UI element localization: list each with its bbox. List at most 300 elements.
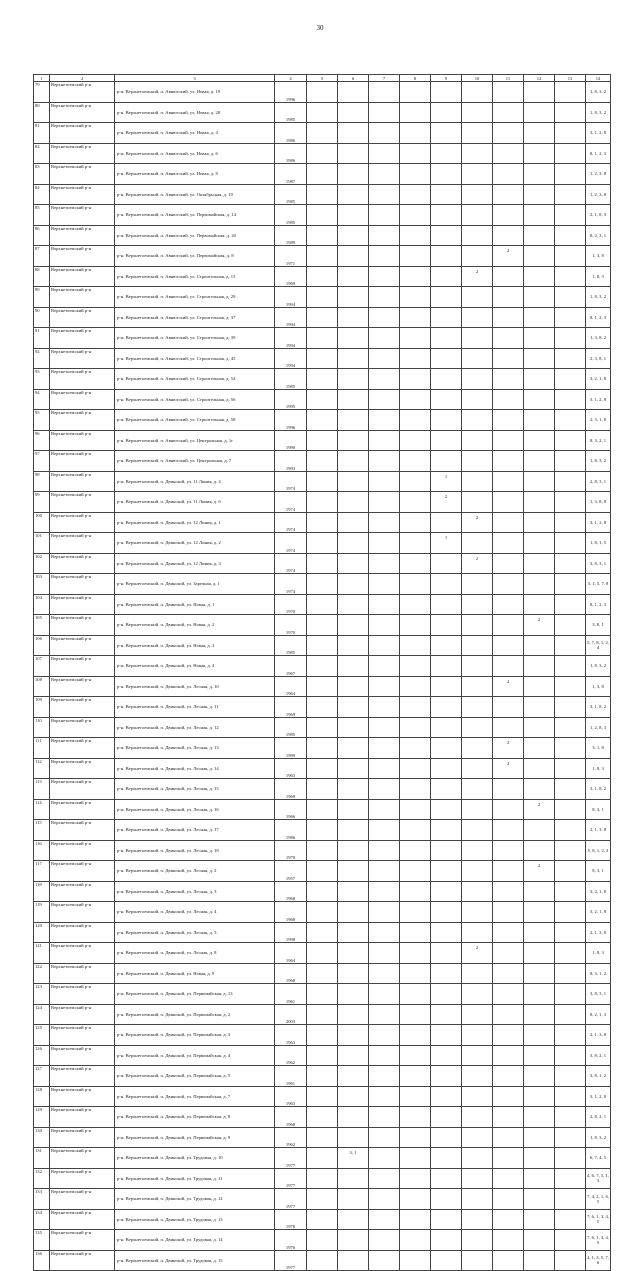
row-number-cell: 119 (34, 902, 50, 923)
column-10-cell (462, 1148, 493, 1169)
column-12-cell (524, 82, 555, 103)
row-number-cell: 128 (34, 1086, 50, 1107)
code-cell: 7, 6, 1, 3, 4, 5 (586, 1230, 611, 1251)
column-12-cell (524, 389, 555, 410)
table-row (34, 881, 611, 902)
column-11-cell (493, 471, 524, 492)
column-5-cell (307, 1168, 338, 1189)
row-number-cell: 132 (34, 1168, 50, 1189)
column-10-cell: 2 (462, 553, 493, 574)
code-cell: 3, 8, 3, 1 (586, 553, 611, 574)
year-cell: 1961 (275, 1066, 307, 1087)
column-10-cell (462, 881, 493, 902)
column-13-cell (555, 82, 586, 103)
column-13-cell (555, 615, 586, 636)
column-8-cell (400, 656, 431, 677)
year-cell: 1974 (275, 512, 307, 533)
code-cell: 8, 3, 1 (586, 861, 611, 882)
column-8-cell (400, 697, 431, 718)
column-12-cell (524, 676, 555, 697)
row-number-cell: 87 (34, 246, 50, 267)
column-8-cell (400, 594, 431, 615)
column-9-cell (431, 1230, 462, 1251)
column-10-cell (462, 922, 493, 943)
column-8-cell (400, 1045, 431, 1066)
row-number-cell: 111 (34, 738, 50, 759)
column-6-cell (338, 615, 369, 636)
column-6-cell (338, 963, 369, 984)
address-cell: р-н. Верхнетоемский, п. Двинской, ул. Лесная, д. 11 (115, 697, 275, 718)
row-number-cell: 129 (34, 1107, 50, 1128)
column-7-cell (369, 881, 400, 902)
column-7-cell (369, 451, 400, 472)
district-cell: Верхнетоемский р-н (50, 328, 115, 349)
table-header-row (34, 75, 611, 82)
column-11-cell (493, 82, 524, 103)
column-10-cell (462, 369, 493, 390)
column-12-cell (524, 102, 555, 123)
column-5-cell (307, 266, 338, 287)
column-6-cell (338, 758, 369, 779)
row-number-cell: 126 (34, 1045, 50, 1066)
year-cell: 1985 (275, 205, 307, 226)
column-9-cell (431, 881, 462, 902)
year-cell: 1985 (275, 635, 307, 656)
column-11-cell (493, 1107, 524, 1128)
column-11-cell (493, 1045, 524, 1066)
column-header: 10 (462, 75, 493, 82)
table-row (34, 184, 611, 205)
column-13-cell (555, 1189, 586, 1210)
address-cell: р-н. Верхнетоемский, п. Двинской, ул. Лесная, д. 17 (115, 820, 275, 841)
district-cell: Верхнетоемский р-н (50, 1127, 115, 1148)
row-number-cell: 116 (34, 840, 50, 861)
table-row (34, 1148, 611, 1169)
district-cell: Верхнетоемский р-н (50, 102, 115, 123)
column-11-cell (493, 840, 524, 861)
row-number-cell: 106 (34, 635, 50, 656)
column-7-cell (369, 123, 400, 144)
table-row (34, 840, 611, 861)
year-cell: 1990 (275, 430, 307, 451)
address-cell: р-н. Верхнетоемский, п. Двинской, ул. Новая, д. 2 (115, 615, 275, 636)
code-cell: 1, 8, 3, 2 (586, 656, 611, 677)
year-cell: 1977 (275, 1148, 307, 1169)
year-cell: 1999 (275, 738, 307, 759)
district-cell: Верхнетоемский р-н (50, 205, 115, 226)
column-6-cell (338, 389, 369, 410)
year-cell: 1968 (275, 902, 307, 923)
column-12-cell (524, 184, 555, 205)
column-13-cell (555, 451, 586, 472)
table-row (34, 820, 611, 841)
district-cell: Верхнетоемский р-н (50, 1004, 115, 1025)
column-9-cell (431, 369, 462, 390)
column-8-cell (400, 164, 431, 185)
column-13-cell (555, 246, 586, 267)
column-8-cell (400, 615, 431, 636)
year-cell: 1969 (275, 697, 307, 718)
table-row (34, 574, 611, 595)
row-number-cell: 100 (34, 512, 50, 533)
district-cell: Верхнетоемский р-н (50, 1066, 115, 1087)
column-7-cell (369, 1066, 400, 1087)
column-7-cell (369, 492, 400, 513)
address-cell: р-н. Верхнетоемский, п. Двинской, ул. Трудовая, д. 11 (115, 1168, 275, 1189)
column-10-cell (462, 1086, 493, 1107)
column-10-cell (462, 471, 493, 492)
column-5-cell (307, 1004, 338, 1025)
column-7-cell (369, 1230, 400, 1251)
table-row (34, 348, 611, 369)
column-12-cell (524, 717, 555, 738)
column-6-cell (338, 492, 369, 513)
column-6-cell (338, 943, 369, 964)
year-cell: 1962 (275, 1127, 307, 1148)
column-7-cell (369, 553, 400, 574)
table-row (34, 143, 611, 164)
code-cell: 3, 2, 1, 8 (586, 369, 611, 390)
year-cell: 1974 (275, 574, 307, 595)
column-10-cell (462, 984, 493, 1005)
address-cell: р-н. Верхнетоемский, п. Двинской, ул. Лесная, д. 12 (115, 717, 275, 738)
district-cell: Верхнетоемский р-н (50, 881, 115, 902)
column-5-cell (307, 1230, 338, 1251)
column-11-cell (493, 123, 524, 144)
column-12-cell (524, 1148, 555, 1169)
column-6-cell (338, 369, 369, 390)
column-6-cell (338, 594, 369, 615)
column-6-cell (338, 799, 369, 820)
column-13-cell (555, 635, 586, 656)
column-6-cell (338, 881, 369, 902)
column-8-cell (400, 246, 431, 267)
column-6-cell (338, 1086, 369, 1107)
column-13-cell (555, 861, 586, 882)
code-cell: 3, 1, 8, 2 (586, 779, 611, 800)
column-6-cell (338, 102, 369, 123)
column-8-cell (400, 717, 431, 738)
column-10-cell (462, 697, 493, 718)
column-9-cell (431, 348, 462, 369)
column-7-cell (369, 410, 400, 431)
column-6-cell (338, 984, 369, 1005)
column-7-cell (369, 348, 400, 369)
column-8-cell (400, 861, 431, 882)
column-7-cell (369, 1004, 400, 1025)
code-cell: 7, 6, 1, 3, 4, 5 (586, 1209, 611, 1230)
column-7-cell (369, 1189, 400, 1210)
row-number-cell: 103 (34, 574, 50, 595)
district-cell: Верхнетоемский р-н (50, 1107, 115, 1128)
column-6-cell (338, 1168, 369, 1189)
column-10-cell (462, 758, 493, 779)
column-7-cell (369, 840, 400, 861)
column-8-cell (400, 512, 431, 533)
row-number-cell: 124 (34, 1004, 50, 1025)
column-10-cell (462, 799, 493, 820)
column-7-cell (369, 307, 400, 328)
column-12-cell (524, 1086, 555, 1107)
column-13-cell (555, 922, 586, 943)
column-6-cell (338, 410, 369, 431)
year-cell: 1977 (275, 1189, 307, 1210)
column-13-cell (555, 984, 586, 1005)
row-number-cell: 102 (34, 553, 50, 574)
column-12-cell: 2 (524, 861, 555, 882)
column-9-cell (431, 102, 462, 123)
year-cell: 1963 (275, 1025, 307, 1046)
column-13-cell (555, 512, 586, 533)
column-8-cell (400, 451, 431, 472)
address-cell: р-н. Верхнетоемский, п. Двинской, ул. Лесная, д. 5 (115, 922, 275, 943)
column-5-cell (307, 779, 338, 800)
column-10-cell (462, 615, 493, 636)
column-13-cell (555, 1045, 586, 1066)
column-7-cell (369, 430, 400, 451)
row-number-cell: 104 (34, 594, 50, 615)
column-9-cell (431, 1148, 462, 1169)
column-8-cell (400, 82, 431, 103)
table-body (34, 82, 611, 1271)
row-number-cell: 83 (34, 164, 50, 185)
row-number-cell: 110 (34, 717, 50, 738)
column-6-cell (338, 348, 369, 369)
district-cell: Верхнетоемский р-н (50, 1045, 115, 1066)
row-number-cell: 135 (34, 1230, 50, 1251)
column-7-cell (369, 676, 400, 697)
address-cell: р-н. Верхнетоемский, п. Двинской, ул. Первомайская, д. 4 (115, 1045, 275, 1066)
column-8-cell (400, 1004, 431, 1025)
column-10-cell (462, 1127, 493, 1148)
column-11-cell: 2 (493, 758, 524, 779)
year-cell: 1970 (275, 615, 307, 636)
table-row (34, 1107, 611, 1128)
column-5-cell (307, 963, 338, 984)
code-cell: 3, 1, 2, 8 (586, 123, 611, 144)
column-9-cell (431, 840, 462, 861)
code-cell: 1, 2, 3, 8 (586, 164, 611, 185)
column-6-cell (338, 328, 369, 349)
column-5-cell (307, 205, 338, 226)
column-11-cell (493, 984, 524, 1005)
column-13-cell (555, 963, 586, 984)
address-cell: р-н. Верхнетоемский, п. Двинской, ул. Заречная, д. 1 (115, 574, 275, 595)
address-cell: р-н. Верхнетоемский, п. Авнюгский, ул. Строительная, д. 54 (115, 369, 275, 390)
column-13-cell (555, 1209, 586, 1230)
column-9-cell (431, 820, 462, 841)
address-cell: р-н. Верхнетоемский, п. Двинской, ул. Трудовая, д. 10 (115, 1148, 275, 1169)
code-cell: 3, 1, 8 (586, 738, 611, 759)
column-11-cell (493, 594, 524, 615)
column-7-cell (369, 287, 400, 308)
row-number-cell: 127 (34, 1066, 50, 1087)
address-cell: р-н. Верхнетоемский, п. Авнюгский, ул. Первомайская, д. 20 (115, 225, 275, 246)
column-9-cell (431, 143, 462, 164)
code-cell: 3, 1, 2, 8 (586, 1086, 611, 1107)
column-8-cell (400, 1086, 431, 1107)
column-13-cell (555, 471, 586, 492)
district-cell: Верхнетоемский р-н (50, 656, 115, 677)
column-11-cell (493, 205, 524, 226)
column-7-cell (369, 1045, 400, 1066)
column-10-cell (462, 1045, 493, 1066)
column-13-cell (555, 1086, 586, 1107)
district-cell: Верхнетоемский р-н (50, 1189, 115, 1210)
row-number-cell: 117 (34, 861, 50, 882)
district-cell: Верхнетоемский р-н (50, 1025, 115, 1046)
table-row (34, 594, 611, 615)
column-6-cell (338, 471, 369, 492)
code-cell: 1, 8, 3, 2 (586, 82, 611, 103)
column-9-cell (431, 389, 462, 410)
row-number-cell: 94 (34, 389, 50, 410)
code-cell: 3, 2, 1, 8 (586, 902, 611, 923)
year-cell: 1963 (275, 758, 307, 779)
column-9-cell (431, 779, 462, 800)
code-cell: 6, 7, 4, 5 (586, 1148, 611, 1169)
year-cell: 1964 (275, 676, 307, 697)
code-cell: 8, 3, 2, 1 (586, 430, 611, 451)
column-9-cell (431, 430, 462, 451)
column-11-cell (493, 553, 524, 574)
code-cell: 2, 8, 2, 1 (586, 1107, 611, 1128)
district-cell: Верхнетоемский р-н (50, 676, 115, 697)
address-cell: р-н. Верхнетоемский, п. Двинской, ул. Новая, д. 4 (115, 656, 275, 677)
district-cell: Верхнетоемский р-н (50, 164, 115, 185)
column-10-cell: 2 (462, 512, 493, 533)
column-8-cell (400, 205, 431, 226)
column-13-cell (555, 697, 586, 718)
table-row (34, 963, 611, 984)
column-8-cell (400, 492, 431, 513)
address-cell: р-н. Верхнетоемский, п. Двинской, ул. 12 Линия, д. 3 (115, 553, 275, 574)
table-row (34, 1086, 611, 1107)
year-cell: 1974 (275, 492, 307, 513)
row-number-cell: 86 (34, 225, 50, 246)
column-10-cell (462, 676, 493, 697)
column-9-cell (431, 1004, 462, 1025)
column-7-cell (369, 922, 400, 943)
column-10-cell (462, 410, 493, 431)
row-number-cell: 92 (34, 348, 50, 369)
column-5-cell (307, 1189, 338, 1210)
row-number-cell: 97 (34, 451, 50, 472)
column-5-cell (307, 287, 338, 308)
district-cell: Верхнетоемский р-н (50, 779, 115, 800)
column-9-cell (431, 574, 462, 595)
column-6-cell (338, 1250, 369, 1271)
column-6-cell (338, 820, 369, 841)
column-6-cell (338, 1066, 369, 1087)
column-11-cell (493, 102, 524, 123)
column-10-cell (462, 574, 493, 595)
column-5-cell (307, 861, 338, 882)
address-cell: р-н. Верхнетоемский, п. Двинской, ул. Трудовая, д. 13 (115, 1209, 275, 1230)
column-5-cell (307, 1127, 338, 1148)
column-8-cell (400, 922, 431, 943)
column-12-cell (524, 1168, 555, 1189)
column-12-cell (524, 1045, 555, 1066)
year-cell: 1968 (275, 963, 307, 984)
district-cell: Верхнетоемский р-н (50, 594, 115, 615)
column-7-cell (369, 1250, 400, 1271)
column-11-cell (493, 307, 524, 328)
column-11-cell (493, 963, 524, 984)
column-7-cell (369, 594, 400, 615)
column-12-cell (524, 512, 555, 533)
code-cell: 3, 1, 2, 8 (586, 512, 611, 533)
column-9-cell (431, 717, 462, 738)
year-cell: 1977 (275, 1168, 307, 1189)
column-13-cell (555, 758, 586, 779)
address-cell: р-н. Верхнетоемский, п. Двинской, ул. Лесная, д. 10 (115, 676, 275, 697)
year-cell: 1969 (275, 779, 307, 800)
column-6-cell: 3, 1 (338, 1148, 369, 1169)
column-7-cell (369, 184, 400, 205)
district-cell: Верхнетоемский р-н (50, 266, 115, 287)
column-6-cell (338, 82, 369, 103)
column-8-cell (400, 471, 431, 492)
column-9-cell (431, 1127, 462, 1148)
column-8-cell (400, 1107, 431, 1128)
column-6-cell (338, 1107, 369, 1128)
column-9-cell (431, 1086, 462, 1107)
row-number-cell: 101 (34, 533, 50, 554)
column-7-cell (369, 1107, 400, 1128)
column-8-cell (400, 1250, 431, 1271)
column-8-cell (400, 1148, 431, 1169)
column-10-cell (462, 1107, 493, 1128)
column-7-cell (369, 799, 400, 820)
column-11-cell (493, 1148, 524, 1169)
code-cell: 1, 3, 8, 2 (586, 328, 611, 349)
column-13-cell (555, 779, 586, 800)
table-row (34, 225, 611, 246)
column-5-cell (307, 943, 338, 964)
column-header: 5 (307, 75, 338, 82)
column-9-cell (431, 799, 462, 820)
table-row (34, 102, 611, 123)
table-row (34, 1230, 611, 1251)
address-cell: р-н. Верхнетоемский, п. Авнюгский, ул. Строительная, д. 29 (115, 287, 275, 308)
row-number-cell: 130 (34, 1127, 50, 1148)
column-8-cell (400, 676, 431, 697)
address-cell: р-н. Верхнетоемский, п. Авнюгский, ул. Новая, д. 4 (115, 123, 275, 144)
column-12-cell (524, 225, 555, 246)
column-11-cell (493, 348, 524, 369)
column-6-cell (338, 553, 369, 574)
column-11-cell: 2 (493, 676, 524, 697)
column-11-cell (493, 512, 524, 533)
table-row (34, 943, 611, 964)
column-11-cell (493, 861, 524, 882)
column-6-cell (338, 266, 369, 287)
column-10-cell: 2 (462, 266, 493, 287)
year-cell: 1970 (275, 840, 307, 861)
column-11-cell (493, 717, 524, 738)
column-11-cell (493, 389, 524, 410)
column-9-cell (431, 553, 462, 574)
column-5-cell (307, 820, 338, 841)
column-12-cell (524, 574, 555, 595)
column-11-cell: 2 (493, 738, 524, 759)
column-9-cell (431, 758, 462, 779)
district-cell: Верхнетоемский р-н (50, 430, 115, 451)
column-13-cell (555, 287, 586, 308)
column-11-cell (493, 1230, 524, 1251)
address-cell: р-н. Верхнетоемский, п. Авнюгский, ул. Новая, д. 8 (115, 164, 275, 185)
